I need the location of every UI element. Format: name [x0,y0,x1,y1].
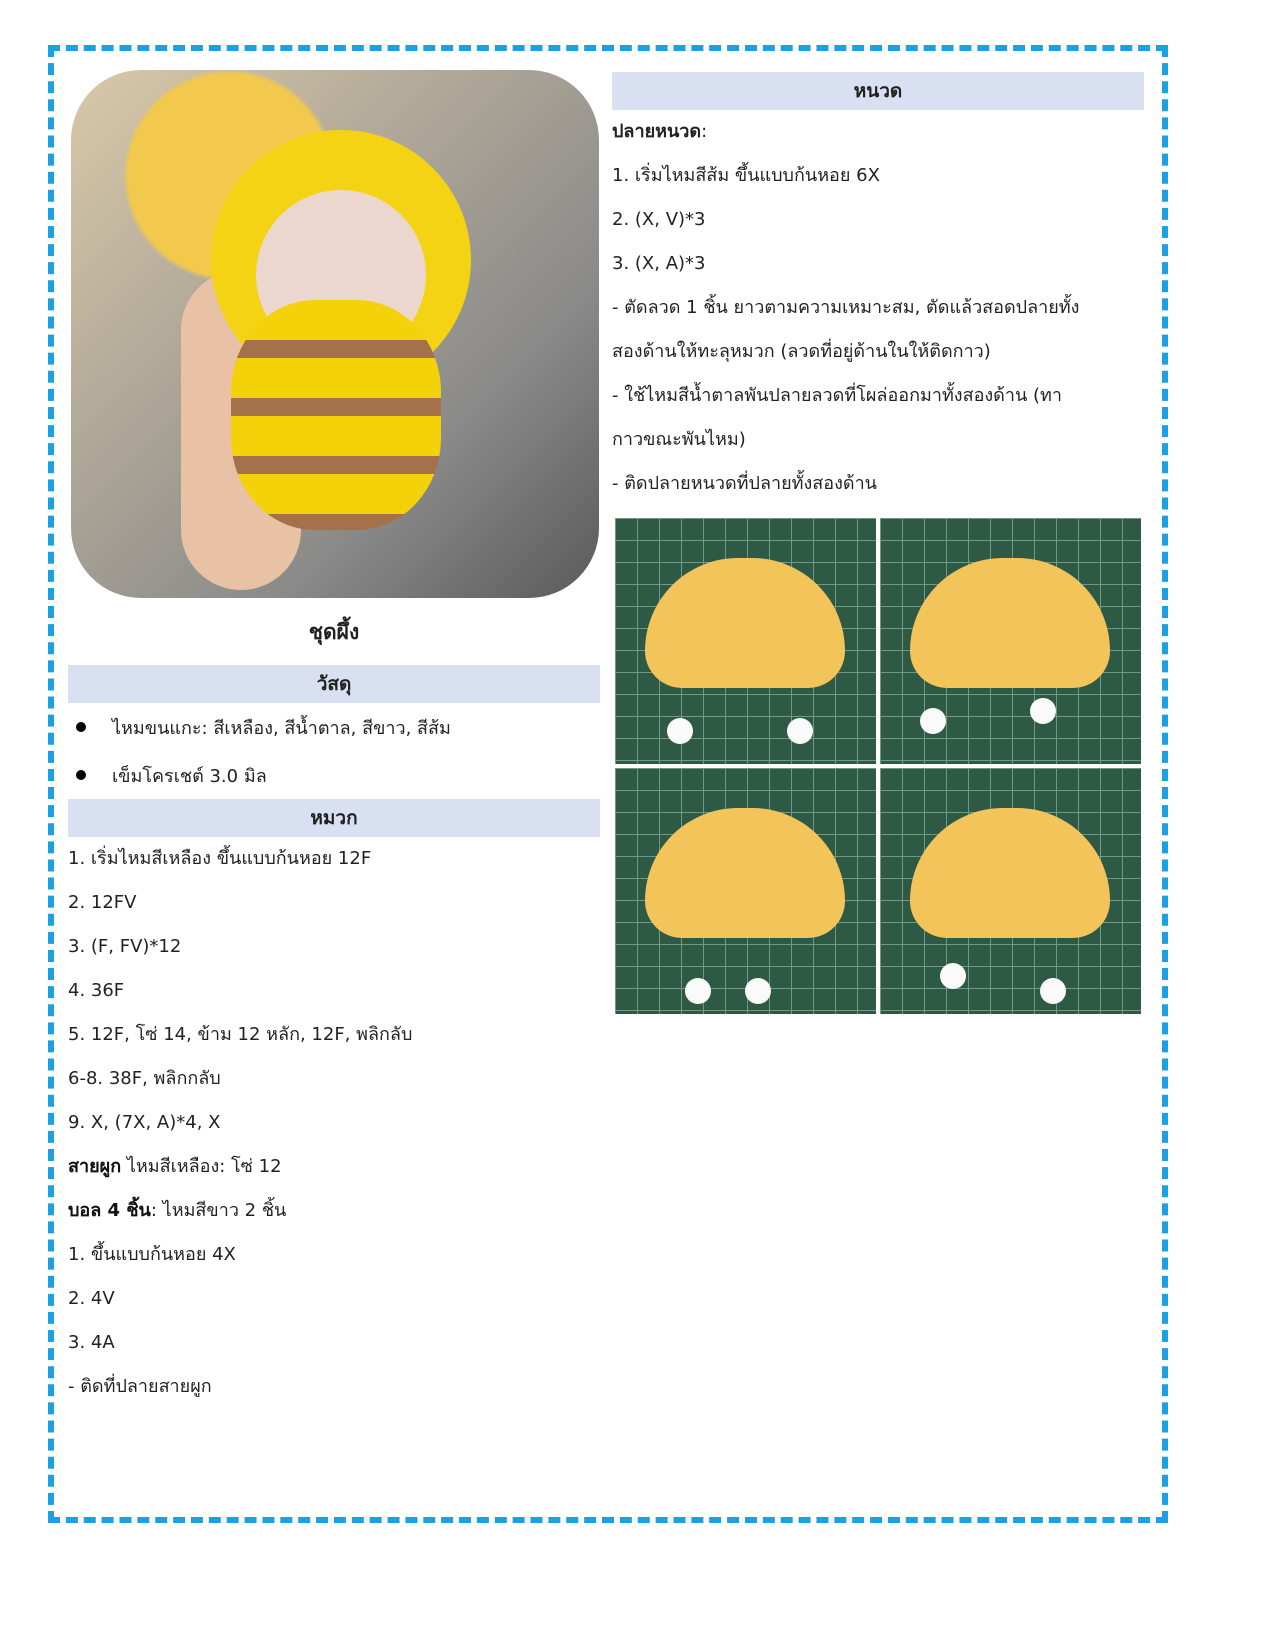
pom-shape [940,963,966,989]
tie-line [68,1145,600,1189]
step: - ตัดลวด 1 ชิ้น ยาวตามความเหมาะสม, ตัดแล้วสอดปลายทั้ง [612,297,1080,318]
process-photo [615,518,876,764]
process-photo [615,768,876,1014]
process-photo [880,768,1141,1014]
step: สองด้านให้ทะลุหมวก (ลวดที่อยู่ด้านในให้ติดกาว) [612,341,991,362]
step: 9. X, (7X, A)*4, X [68,1112,221,1133]
pom-shape [745,978,771,1004]
right-column [612,72,1144,1014]
page-title: ชุดผึ้ง [308,620,360,644]
step: 3. (F, FV)*12 [68,936,182,957]
hat-heading: หมวก [68,799,600,837]
left-column [68,70,600,1409]
list-item [68,751,600,799]
tie-text: ไหมสีเหลือง: โซ่ 12 [121,1156,282,1177]
process-photos [615,518,1141,1014]
bee-costume-photo [71,70,599,598]
hat-shape [645,808,845,938]
pom-shape [787,718,813,744]
step: 2. 4V [68,1288,115,1309]
item-text: ไหมขนแกะ: สีเหลือง, สีน้ำตาล, สีขาว, สีส้ม [112,717,451,739]
ball-label: บอล 4 ชิ้น [68,1200,151,1221]
ball-line [68,1189,600,1233]
hat-shape [910,808,1110,938]
pom-shape [1040,978,1066,1004]
bullet-icon [76,770,86,780]
antenna-subheading: ปลายหนวด: [612,121,708,142]
bullet-icon [76,722,86,732]
step: 1. เริ่มไหมสีส้ม ขึ้นแบบก้นหอย 6X [612,165,880,186]
step: 5. 12F, โซ่ 14, ข้าม 12 หลัก, 12F, พลิกลับ [68,1024,413,1045]
hat-shape [645,558,845,688]
tie-label: สายผูก [68,1156,122,1177]
doll-body [231,300,441,530]
ball-text: : ไหมสีขาว 2 ชิ้น [150,1200,287,1221]
materials-heading: วัสดุ [68,665,600,703]
step: 2. (X, V)*3 [612,209,706,230]
pom-shape [667,718,693,744]
step: 1. เริ่มไหมสีเหลือง ขึ้นแบบก้นหอย 12F [68,848,372,869]
step: 2. 12FV [68,892,137,913]
list-item [68,703,600,751]
pom-shape [685,978,711,1004]
step: กาวขณะพันไหม) [612,429,746,450]
step: - ติดที่ปลายสายผูก [68,1376,212,1397]
hat-shape [910,558,1110,688]
step: 6-8. 38F, พลิกกลับ [68,1068,221,1089]
subheading-text: ปลายหนวด [612,121,702,142]
item-text: เข็มโครเชต์ 3.0 มิล [112,765,267,787]
step: 3. (X, A)*3 [612,253,706,274]
step: 4. 36F [68,980,125,1001]
antenna-heading: หนวด [612,72,1144,110]
step: 1. ขึ้นแบบก้นหอย 4X [68,1244,236,1265]
step: 3. 4A [68,1332,115,1353]
process-photo [880,518,1141,764]
step: - ใช้ไหมสีน้ำตาลพันปลายลวดที่โผล่ออกมาทั้งสองด้าน (ทา [612,385,1062,406]
pom-shape [920,708,946,734]
step: - ติดปลายหนวดที่ปลายทั้งสองด้าน [612,473,877,494]
pom-shape [1030,698,1056,724]
